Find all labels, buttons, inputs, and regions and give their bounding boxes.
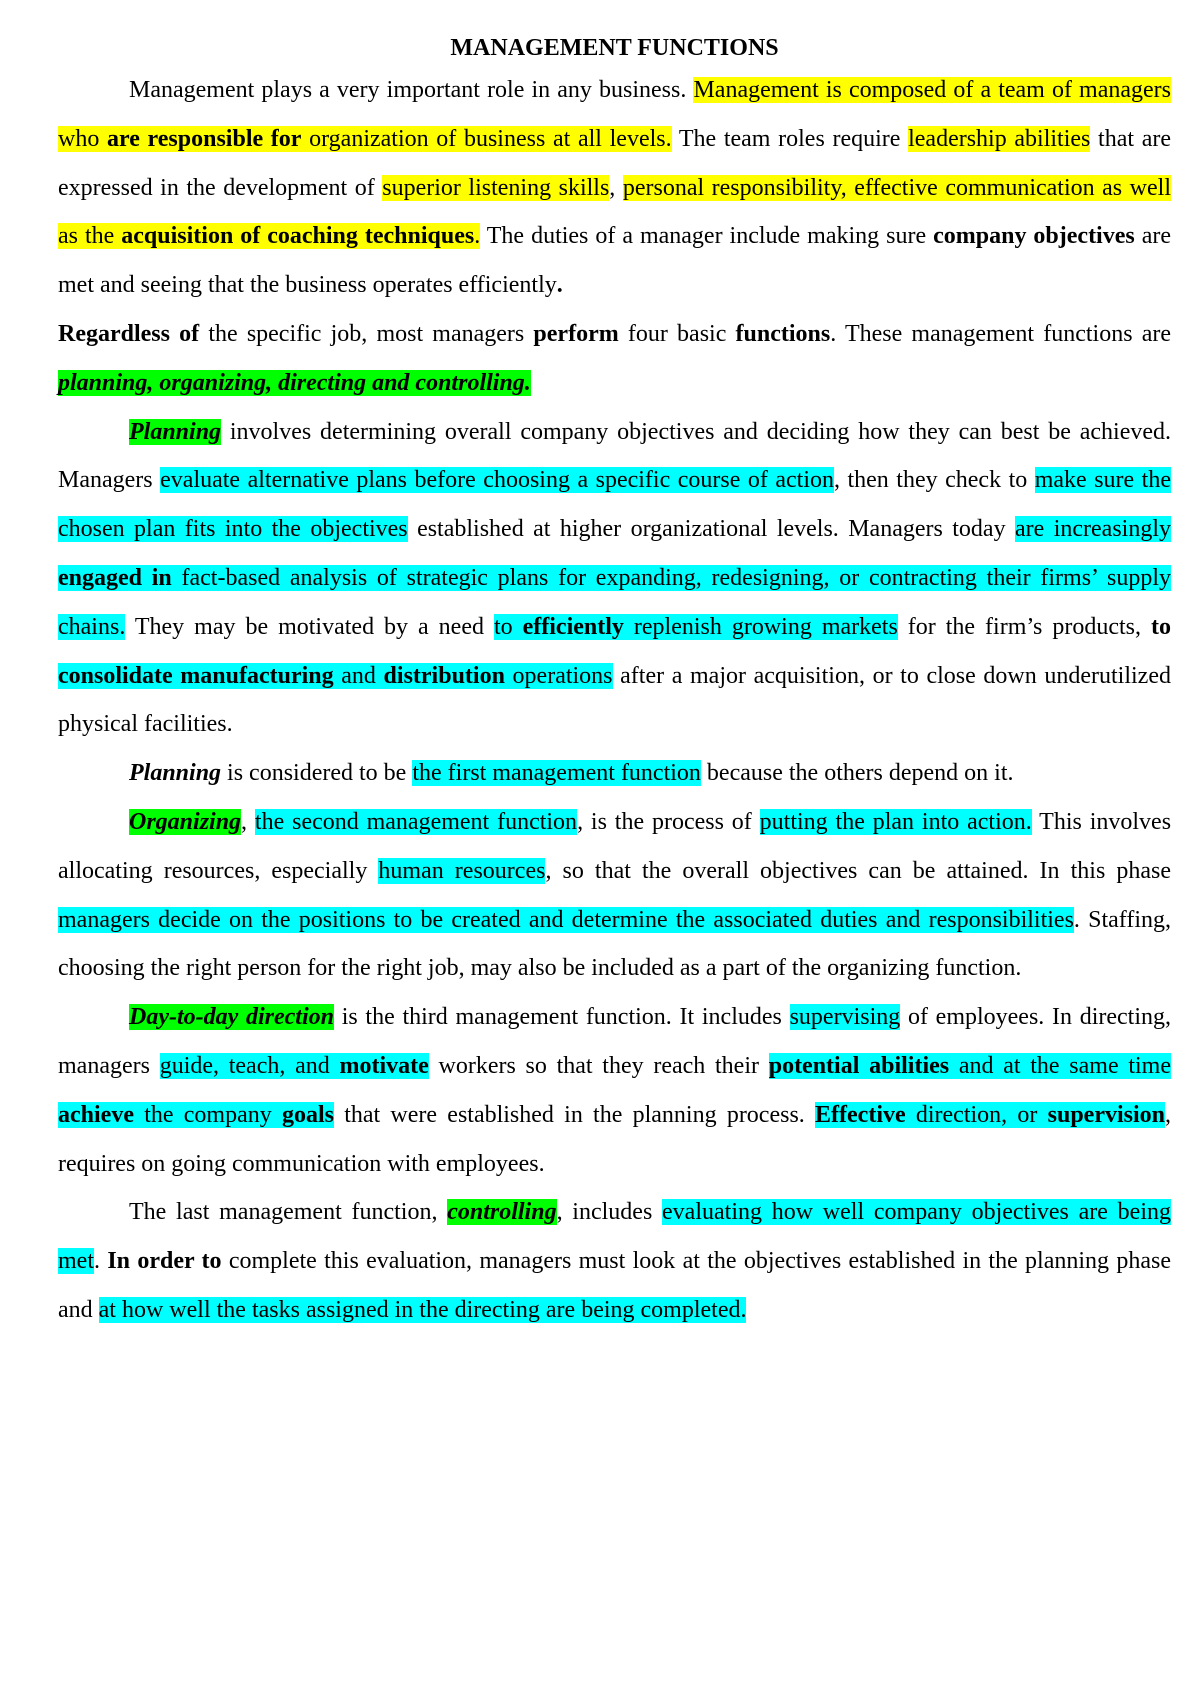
highlight-cyan: managers decide on the positions to be created and determine the associated duties and responsibilities [58,906,1074,933]
bold-text: functions [735,320,831,347]
bold-text: . [556,272,563,299]
text-run: direction, or [905,1101,1048,1128]
text-run: . [94,1248,108,1275]
bold-text: to [1151,613,1171,640]
highlight-cyan: make sure the chosen plan fits into the objectives [58,467,1172,543]
highlight-cyan: supervising [789,1004,901,1031]
bold-text: are responsible for [107,125,302,152]
text-run: the specific job, most managers [199,320,534,347]
text-run: that are expressed in the development of [58,125,1171,201]
bold-text: In order to [107,1248,222,1275]
bold-text: distribution [383,662,505,689]
paragraph-organizing [58,798,1171,993]
highlight-cyan: the second management function [254,808,578,835]
text-run: four basic [618,320,736,347]
text-run: , then they check to [833,467,1035,494]
bold-text: engaged in [58,564,172,591]
bold-text: potential abilities [768,1052,950,1079]
text-run: operations [504,662,613,689]
paragraph-planning [58,408,1171,750]
text-run: is the third management function. It includes [334,1004,790,1031]
text-run: and [333,662,384,689]
highlight-green [129,1004,334,1030]
text-run: , so that the overall objectives can be attained. In this phase [545,857,1172,884]
highlight-yellow: superior listening skills [382,174,610,201]
text-run: They may be motivated by a need [125,613,494,640]
bold-text: efficiently [522,613,624,640]
text-run: Management plays a very important role in any business. [129,77,694,103]
bold-text: acquisition of coaching techniques [121,223,475,250]
text-run: for the firm’s products, [897,613,1151,640]
text-run: , is the process of [577,808,760,835]
text-run: personal responsibility, effective communication as well as the [58,174,1171,250]
highlight-cyan: evaluate alternative plans before choosing a specific course of action [160,467,834,494]
text-run: of employees. In directing, managers [58,1004,1172,1079]
text-run: , [609,174,623,201]
highlight-cyan: putting the plan into action. [759,808,1032,835]
highlight-green [129,809,241,835]
bold-text: achieve [58,1101,134,1128]
paragraph-directing [58,993,1171,1188]
document-title: MANAGEMENT FUNCTIONS [450,35,779,61]
bold-italic-text: Planning [129,418,222,445]
highlight-cyan [815,1102,1165,1128]
paragraph-planning-first [58,749,1171,798]
highlight-cyan: human resources [378,857,546,884]
text-run: The duties of a manager include making sure [480,223,934,250]
text-run: The last management function, [129,1199,448,1226]
paragraph-four-functions [58,310,1171,408]
text-run: involves determining overall company objectives and deciding how they can best be achieved. Managers [58,418,1171,494]
text-run: organization of business at all levels. [301,125,672,152]
bold-text: goals [281,1101,334,1128]
text-run: The team roles require [671,125,909,152]
text-run: This involves allocating resources, especially [58,808,1172,884]
text-run: , includes [556,1199,663,1226]
paragraph-introduction [58,66,1171,310]
text-run: , requires on going communication with employees. [58,1101,1171,1177]
bold-italic-text: Day-to-day direction [129,1004,334,1031]
text-run: established at higher organizational levels. Managers today [407,516,1015,543]
bold-italic-wrap [129,760,221,786]
text-run: are met and seeing that the business operates efficiently [58,223,1172,299]
text-run: workers so that they reach their [428,1052,769,1079]
text-run: to [493,613,523,640]
text-run: . [474,223,481,250]
highlight-green [58,370,531,396]
text-run: fact-based analysis of strategic plans for expanding, redesigning, or contracting their firms’ supply chains. [58,564,1172,640]
highlight-cyan: at how well the tasks assigned in the directing are being completed. [98,1296,747,1323]
text-run: . Staffing, choosing the right person for the right job, may also be included as a part of the organizing function. [58,906,1171,982]
highlight-cyan: the first management function [412,760,701,787]
text-run: is considered to be [221,760,413,787]
bold-text: Effective [815,1101,906,1128]
highlight-yellow: leadership abilities [908,125,1091,152]
bold-text: consolidate manufacturing [58,662,334,689]
bold-italic-text: planning, organizing, directing and controlling. [58,369,531,396]
bold-text: supervision [1047,1101,1165,1128]
bold-italic-text: Organizing [129,808,242,835]
text-run: , [241,808,255,835]
highlight-cyan: evaluating how well company objectives are being met [58,1199,1171,1275]
text-run: that were established in the planning process. [333,1101,816,1128]
text-run: are increasingly [1015,516,1172,543]
highlight-green [447,1199,556,1225]
bold-italic-text: Planning [129,760,222,787]
bold-text: company objectives [933,223,1135,250]
text-run: . These management functions are [830,320,1171,347]
text-run: the company [133,1101,282,1128]
text-run: guide, teach, and [159,1052,340,1079]
highlight-cyan [160,1053,429,1079]
highlight-green [129,419,221,445]
bold-text: motivate [339,1052,429,1079]
highlight-cyan [494,614,898,640]
text-run: because the others depend on it. [700,760,1014,787]
document-page [58,28,1171,1335]
text-run: and at the same time [949,1052,1172,1079]
paragraph-controlling [58,1188,1171,1334]
text-run: replenish growing markets [623,613,898,640]
bold-text: Regardless of [58,320,200,347]
text-run: complete this evaluation, managers must look at the objectives established in the planning phase and [58,1248,1172,1323]
bold-italic-text: controlling [447,1199,557,1226]
bold-text: perform [533,320,619,347]
text-run: Management is composed of a team of managers who [58,77,1172,152]
text-run: after a major acquisition, or to close down underutilized physical facilities. [58,662,1171,738]
highlight-cyan [58,663,613,689]
